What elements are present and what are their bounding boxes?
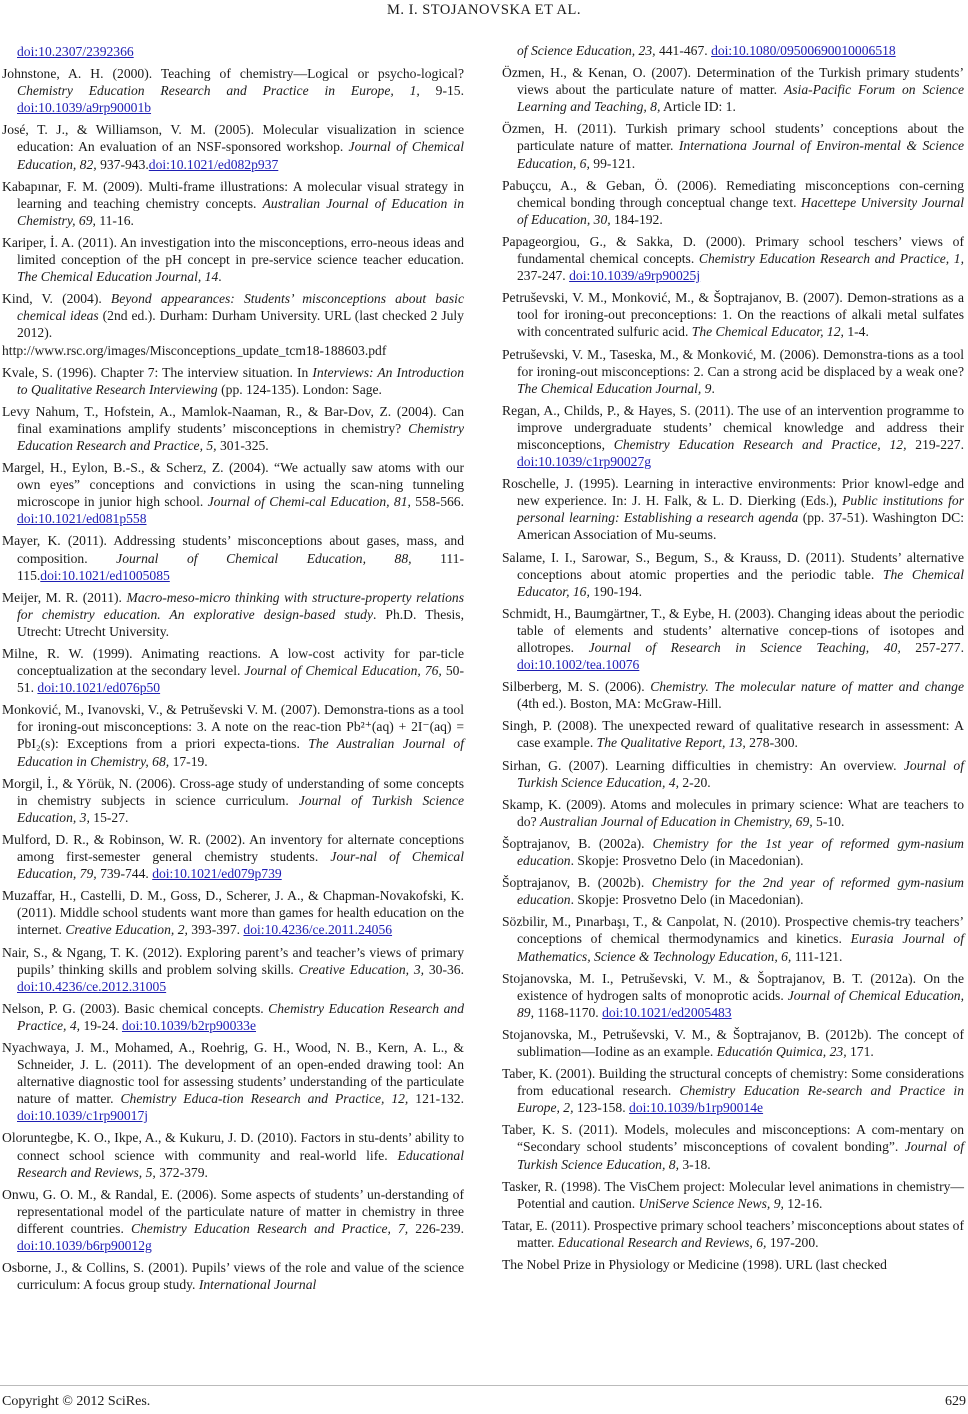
reference-details: (pp. 124-135). London: Sage. <box>217 381 382 397</box>
reference-details: 121-132. <box>408 1091 464 1107</box>
reference-details: 50-51. <box>17 663 464 696</box>
reference-entry <box>2 43 464 60</box>
reference-text: Tatar, E. (2011). Prospective primary school teachers’ misconceptions about states of matter. <box>502 1217 964 1250</box>
reference-entry <box>2 178 464 229</box>
reference-source-title: Journal of Chemical Education, 76, <box>244 663 442 679</box>
reference-source-title: Journal of Turkish Science Education, 4, <box>517 757 964 790</box>
reference-source-title: The Chemical Education Journal, 14 <box>17 269 219 285</box>
reference-text: Silberberg, M. S. (2006). <box>502 679 651 695</box>
reference-source-title: Chemistry Education Re-search and Practice in Europe, 2, <box>517 1083 964 1116</box>
reference-entry <box>2 403 464 454</box>
reference-source-title: Chemistry Education Research and Practice, 5, <box>17 420 464 453</box>
reference-source-title: Interviews: An Introduction to Qualitative Research Interviewing <box>17 364 464 397</box>
reference-entry <box>502 913 964 964</box>
reference-text: Johnstone, A. H. (2000). Teaching of chemistry—Logical or psycho-logical? <box>2 66 464 82</box>
reference-details: Article ID: 1. <box>660 99 736 115</box>
doi-link[interactable]: doi:10.1021/ed079p739 <box>152 866 282 882</box>
doi-link[interactable]: doi:10.1039/b1rp90014e <box>629 1100 764 1116</box>
doi-link[interactable]: doi:10.1080/09500690010006518 <box>711 43 896 58</box>
reference-entry <box>2 65 464 116</box>
reference-details: 15-27. <box>89 809 129 825</box>
reference-source-title: Chemistry Educa-tion Research and Practice, 12, <box>120 1091 409 1107</box>
reference-text: Kind, V. (2004). <box>2 291 111 307</box>
reference-source-title: Chemistry Education Research and Practice, 1, <box>698 251 964 267</box>
reference-entry <box>2 887 464 938</box>
reference-entry <box>502 402 964 470</box>
reference-text: Stojanovska, M., Petruševski, V. M., & Šoptrajanov, B. (2012b). The concept of sublimation—Iodine as an example. <box>502 1026 964 1059</box>
reference-entry <box>502 796 964 830</box>
reference-entry <box>502 289 964 340</box>
doi-link[interactable]: doi:10.1039/b2rp90033e <box>121 1017 257 1033</box>
reference-details: 171. <box>846 1043 874 1059</box>
reference-text: Kvale, S. (1996). Chapter 7: The interview situation. In <box>2 364 313 380</box>
reference-url: http://www.rsc.org/images/Misconceptions_update_tcm18-188603.pdf <box>2 342 387 358</box>
reference-entry <box>502 757 964 791</box>
reference-source-title: Journal of Turkish Science Education, 8, <box>517 1139 964 1172</box>
reference-details: 393-397. <box>187 922 244 938</box>
reference-details: 17-19. <box>169 753 208 769</box>
reference-entry <box>2 459 464 527</box>
doi-link[interactable]: doi:10.1021/ed2005483 <box>602 1004 732 1020</box>
reference-text: Papageorgiou, G., & Sakka, D. (2000). Primary school teschers’ views of fundamental chemical concepts. <box>502 233 964 267</box>
reference-details: 257-277. <box>900 640 965 655</box>
reference-entry <box>502 874 964 908</box>
reference-entry <box>502 1178 964 1212</box>
reference-details: 558-566. <box>410 494 464 510</box>
reference-source-title: Jour-nal of Chemical Education, 79, <box>17 849 464 882</box>
reference-text: Pabuçcu, A., & Geban, Ö. (2006). Remediating misconceptions con-cerning chemical bonding through conceptual change text. <box>502 177 964 210</box>
reference-text: Monković, M., Ivanovski, V., & Petruševski V. M. (2007). Demonstra-tions as a tool for ironing-out misconceptions: 3. A note on the reac-tion Pb²⁺(aq) + 2I⁻(aq) = PbI₂(s): Exceptions from a priori expecta-tions. <box>2 702 464 752</box>
reference-source-title: Creative Education, 2, <box>65 922 188 938</box>
reference-details: 9-15. <box>419 83 464 99</box>
reference-text: Regan, A., Childs, P., & Hayes, S. (2011). The use of an intervention programme to improve undergraduate students’ chemical knowledge and address their misconceptions, <box>502 402 964 452</box>
reference-details: . Skopje: Prosvetno Delo (in Macedonian). <box>570 892 804 908</box>
reference-source-title: Chemistry Education Research and Practice in Europe, 1, <box>17 83 420 99</box>
reference-entry <box>2 364 464 398</box>
reference-details: 739-744. <box>96 866 153 882</box>
reference-text: Salame, I. I., Sarowar, S., Begum, S., & Krauss, D. (2011). Students’ alternative conceptions about atomic properties and the periodic table. <box>502 549 964 582</box>
reference-entry <box>502 64 964 115</box>
reference-details: 184-192. <box>610 211 663 227</box>
reference-text: Sözbilir, M., Pınarbaşı, T., & Canpolat, N. (2010). Prospective chemis-try teachers’ conceptions of chemical thermodynamics and kinetics. <box>502 914 964 947</box>
reference-details: 12-16. <box>783 1195 823 1211</box>
reference-text: Nair, S., & Ngang, T. K. (2012). Exploring parent’s and teacher’s views of primary pupils’ thinking skills and problem solving skills. <box>2 944 464 977</box>
reference-source-title: Eurasia Journal of Mathematics, Science & Technology Education, 6, <box>517 931 964 964</box>
reference-entry <box>502 717 964 751</box>
reference-details: 237-247. <box>517 268 570 284</box>
reference-text: Stojanovska, M. I., Petruševski, V. M., & Šoptrajanov, B. T. (2012a). On the existence of hydrogen salts of monoprotic acids. <box>502 970 964 1003</box>
reference-entry <box>502 678 964 712</box>
reference-entry <box>502 475 964 543</box>
reference-details: 11-16. <box>95 212 134 228</box>
reference-source-title: Chemistry Education Research and Practice, 7, <box>130 1220 409 1236</box>
reference-details: 30-36. <box>424 961 465 977</box>
reference-text: Nyachwaya, J. M., Mohamed, A., Roehrig, G. H., Wood, N. B., Kern, A. L., & Schneider, J. L. (2011). The development of an open-ended drawing tool: An alternative diagnostic tool for assessing students’ understanding of the particulate nature of matter. <box>2 1039 464 1107</box>
reference-text: Tasker, R. (1998). The VisChem project: Molecular level animations in chemistry—Potential and caution. <box>502 1178 964 1211</box>
doi-link[interactable]: doi:10.4236/ce.2012.31005 <box>17 978 167 994</box>
reference-text: Sirhan, G. (2007). Learning difficulties in chemistry: An overview. <box>502 757 904 773</box>
doi-link[interactable]: doi:10.1039/a9rp90001b <box>17 100 152 116</box>
reference-details: 219-227. <box>906 436 964 452</box>
reference-details: 197-200. <box>766 1234 819 1250</box>
reference-text: Levy Nahum, T., Hofstein, A., Mamlok-Naaman, R., & Bar-Dov, Z. (2004). Can final examinations amplify students’ misconceptions in chemistry? <box>2 403 464 436</box>
reference-entry <box>502 1026 964 1060</box>
reference-details: . Skopje: Prosvetno Delo (in Macedonian). <box>570 853 804 869</box>
reference-text: Šoptrajanov, B. (2002a). <box>502 835 653 851</box>
reference-text: Šoptrajanov, B. (2002b). <box>502 875 652 891</box>
references-column-right <box>502 42 964 1278</box>
doi-link[interactable]: doi:10.1039/b6rp90012g <box>17 1238 152 1253</box>
reference-source-title: Australian Journal of Education in Chemistry, 69, <box>17 195 465 228</box>
reference-entry <box>502 549 964 600</box>
reference-source-title: The Chemical Educator, 12, <box>691 324 844 340</box>
reference-details: (2nd ed.). Durham: Durham University. URL (last checked 2 July 2012). <box>17 308 464 341</box>
reference-source-title: of Science Education, 23, <box>517 43 656 58</box>
reference-text: The Nobel Prize in Physiology or Medicine (1998). URL (last checked <box>502 1257 887 1272</box>
reference-details: 2-20. <box>678 774 711 790</box>
reference-entry <box>502 233 964 284</box>
reference-text: Onwu, G. O. M., & Randal, E. (2006). Some aspects of students’ un-derstanding of representational model of the particulate nature of matter in chemistry in three different countries. <box>2 1186 464 1236</box>
reference-text: José, T. J., & Williamson, V. M. (2005). Molecular visualization in science education: An evaluation of an NSF-sponsored workshop. <box>2 122 464 155</box>
reference-entry <box>2 831 464 882</box>
reference-entry <box>2 1039 464 1124</box>
reference-entry <box>2 944 464 995</box>
reference-source-title: UniServe Science News, 9, <box>638 1195 784 1211</box>
reference-text: Petruševski, V. M., Taseska, M., & Monković, M. (2006). Demonstra-tions as a tool for ironing-out misconceptions: 2. Can a strong acid be displaced by a weak one? <box>502 346 964 379</box>
reference-text: Roschelle, J. (1995). Learning in interactive environments: Prior knowl-edge and new experience. In: J. H. Falk, & L. D. Dierking (Eds.), <box>502 476 964 509</box>
doi-link[interactable]: doi:10.4236/ce.2011.24056 <box>243 922 393 938</box>
reference-source-title: Chemistry for the 1st year of reformed gym-nasium education <box>517 835 964 869</box>
reference-entry <box>2 290 464 358</box>
reference-source-title: Journal of Research in Science Teaching, 40, <box>588 640 901 655</box>
reference-details: 5-10. <box>812 813 845 829</box>
reference-source-title: Journal of Chemi-cal Education, 81, <box>207 494 411 510</box>
reference-details: 1-4. <box>843 324 869 340</box>
reference-source-title: Creative Education, 3, <box>298 961 425 977</box>
reference-source-title: Educational Research and Reviews, 6, <box>557 1234 767 1250</box>
reference-details: 3-18. <box>678 1156 711 1172</box>
reference-details: 19-24. <box>80 1017 122 1033</box>
doi-link[interactable]: doi:10.1021/ed076p50 <box>37 680 161 696</box>
doi-link[interactable]: doi:10.2307/2392366 <box>17 44 134 59</box>
reference-source-title: Educational Research and Reviews, 5, <box>17 1147 464 1180</box>
reference-text: Özmen, H. (2011). Turkish primary school students’ conceptions about the particulate nature of matter. <box>502 121 964 154</box>
reference-source-title: Hacettepe University Journal of Education, 30, <box>517 194 964 227</box>
reference-source-title: Journal of Turkish Science Education, 3, <box>17 792 464 825</box>
reference-entry <box>502 1065 964 1116</box>
reference-source-title: Australian Journal of Education in Chemistry, 69, <box>540 813 813 829</box>
doi-link[interactable]: doi:10.1021/ed081p558 <box>17 511 147 527</box>
reference-entry <box>502 177 964 228</box>
reference-entry <box>502 1121 964 1172</box>
reference-text: Skamp, K. (2009). Atoms and molecules in primary science: What are teachers to do? <box>502 796 964 829</box>
reference-text: Osborne, J., & Collins, S. (2001). Pupils’ views of the role and value of the science curriculum: A focus group study. <box>2 1260 464 1293</box>
reference-source-title: Educatión Quimica, 23, <box>716 1043 847 1059</box>
reference-entry <box>502 1256 964 1273</box>
reference-source-title: Journal of Chemical Education, 82, <box>17 139 464 172</box>
reference-details: 226-239. <box>408 1220 464 1236</box>
reference-details: 111-121. <box>791 948 843 964</box>
reference-details: 372-379. <box>155 1164 208 1180</box>
reference-text: Morgil, İ., & Yörük, N. (2006). Cross-age study of understanding of some concepts in chemistry subjects in science curriculum. <box>2 775 464 808</box>
reference-details: . <box>218 269 222 285</box>
reference-source-title: Journal of Chemical Education, 88, <box>116 550 412 566</box>
doi-link[interactable]: doi:10.1002/tea.10076 <box>517 657 640 673</box>
reference-source-title: Internationa Journal of Environ-mental & Science Education, 6, <box>517 138 964 171</box>
footer-copyright: Copyright © 2012 SciRes. <box>2 1394 151 1409</box>
doi-link[interactable]: doi:10.1021/ed082p937 <box>148 156 279 172</box>
reference-entry <box>502 120 964 171</box>
reference-entry <box>2 701 464 769</box>
reference-text: Oloruntegbe, K. O., Ikpe, A., & Kukuru, J. D. (2010). Factors in stu-dents’ ability to connect school science with community and real-world life. <box>2 1130 464 1163</box>
reference-source-title: Journal of Chemical Education, 89, <box>517 987 964 1020</box>
reference-details: 99-121. <box>589 155 636 171</box>
reference-details: 278-300. <box>745 735 798 751</box>
reference-details: 123-158. <box>573 1100 630 1116</box>
reference-text: Mayer, K. (2011). Addressing students’ misconceptions about gases, mass, and composition. <box>2 533 464 566</box>
reference-details: . <box>711 380 715 396</box>
reference-text: Kariper, İ. A. (2011). An investigation into the misconceptions, erro-neous ideas and limited conception of the pH concept in pre-service science teacher education. <box>2 234 464 268</box>
reference-entry <box>2 234 464 285</box>
reference-source-title: The Qualitative Report, 13, <box>596 735 746 751</box>
reference-source-title: Asia-Pacific Forum on Science Learning and Teaching, 8, <box>517 82 964 115</box>
reference-entry <box>2 1186 464 1254</box>
reference-entry <box>2 775 464 826</box>
reference-text: Meijer, M. R. (2011). <box>2 589 127 605</box>
reference-source-title: Public institutions for personal learning: Establishing a research agenda <box>517 493 964 526</box>
reference-text: Muzaffar, H., Castelli, D. M., Goss, D., Scherer, J. A., & Chapman-Novakofski, K. (2011). Middle school students want more than games for health education on the internet. <box>2 888 464 938</box>
reference-entry <box>502 346 964 397</box>
reference-source-title: Chemistry Education Research and Practice, 4, <box>17 1000 464 1033</box>
reference-details: 111-115. <box>17 550 464 583</box>
reference-source-title: The Chemical Educator, 16, <box>517 566 964 599</box>
running-head: M. I. STOJANOVSKA ET AL. <box>387 2 581 18</box>
reference-text: Taber, K. S. (2011). Models, molecules and misconceptions: A com-mentary on “Secondary school students’ misconceptions of covalent bonding”. <box>502 1122 964 1155</box>
reference-details: (pp. 37-51). Washington DC: American Association of Mu-seums. <box>517 510 964 543</box>
reference-details: . Ph.D. Thesis, Utrecht: Utrecht University. <box>17 606 464 639</box>
reference-text: Singh, P. (2008). The unexpected reward of qualitative research in assessment: A case example. <box>502 718 964 751</box>
reference-text: Petruševski, V. M., Monković, M., & Šoptrajanov, B. (2007). Demon-strations as a tool for ironing-out preconceptions: 1. On the reactions of alkali metal sulfates with concentrated sulfuric acid. <box>502 290 964 340</box>
reference-entry <box>502 1217 964 1251</box>
reference-entry <box>502 970 964 1021</box>
footer-divider <box>0 1385 968 1386</box>
reference-source-title: International Journal <box>198 1277 317 1293</box>
reference-entry <box>502 835 964 869</box>
reference-entry <box>2 532 464 583</box>
doi-link[interactable]: doi:10.1039/c1rp90017j <box>17 1108 149 1124</box>
reference-entry <box>2 589 464 640</box>
reference-details: 190-194. <box>589 583 642 599</box>
reference-source-title: Chemistry for the 2nd year of reformed gym-nasium education <box>517 875 964 908</box>
reference-entry <box>2 1259 464 1293</box>
reference-text: Kabapınar, F. M. (2009). Multi-frame illustrations: A molecular visual strategy in learning and teaching chemistry concepts. <box>2 178 464 211</box>
reference-entry <box>2 1000 464 1034</box>
reference-text: Özmen, H., & Kenan, O. (2007). Determination of the Turkish primary students’ views about the particulate nature of matter. <box>502 65 964 98</box>
reference-text: Schmidt, H., Baumgärtner, T., & Eybe, H. (2003). Changing ideas about the periodic table of elements and students’ alternative concep-tions of isotopes and allotropes. <box>502 605 964 655</box>
reference-text: Milne, R. W. (1999). Animating reactions. A low-cost activity for par-ticle conceptualization at the secondary level. <box>2 646 464 679</box>
reference-text: Nelson, P. G. (2003). Basic chemical concepts. <box>2 1000 269 1016</box>
reference-source-title: Macro-meso-micro thinking with structure-property relations for chemistry education. An explorative design-based study <box>17 589 464 622</box>
reference-source-title: Chemistry. The molecular nature of matter and change <box>650 679 964 695</box>
reference-entry <box>502 42 964 59</box>
reference-entry <box>502 605 964 673</box>
references-column-left <box>2 43 464 1298</box>
doi-link[interactable]: doi:10.1039/c1rp90027g <box>517 454 652 470</box>
reference-details: 441-467. <box>655 43 712 58</box>
reference-entry <box>2 1129 464 1180</box>
reference-entry <box>2 645 464 696</box>
doi-link[interactable]: doi:10.1039/a9rp90025j <box>569 268 701 284</box>
reference-details: 301-325. <box>216 437 269 453</box>
doi-link[interactable]: doi:10.1021/ed1005085 <box>40 567 170 583</box>
reference-entry <box>2 121 464 172</box>
reference-source-title: The Chemical Education Journal, 9 <box>517 380 712 396</box>
page-number: 629 <box>945 1394 966 1409</box>
reference-details: 937-943. <box>96 156 149 172</box>
reference-details: (4th ed.). Boston, MA: McGraw-Hill. <box>517 696 722 712</box>
reference-text: Mulford, D. R., & Robinson, W. R. (2002). An inventory for alternate conceptions among first-semester general chemistry students. <box>2 831 464 865</box>
reference-source-title: Beyond appearances: Students’ misconceptions about basic chemical ideas <box>17 291 464 324</box>
reference-source-title: The Australian Journal of Education in Chemistry, 68, <box>17 736 464 769</box>
reference-source-title: Chemistry Education Research and Practice, 12, <box>613 436 907 452</box>
reference-text: Taber, K. (2001). Building the structural concepts of chemistry: Some considerations from educational research. <box>502 1066 964 1099</box>
reference-details: 1168-1170. <box>534 1004 603 1020</box>
reference-text: Margel, H., Eylon, B.-S., & Scherz, Z. (2004). “We actually saw atoms with our own eyes” conceptions and convictions in using the scan-ning tunneling microscope in junior high school. <box>2 460 464 510</box>
